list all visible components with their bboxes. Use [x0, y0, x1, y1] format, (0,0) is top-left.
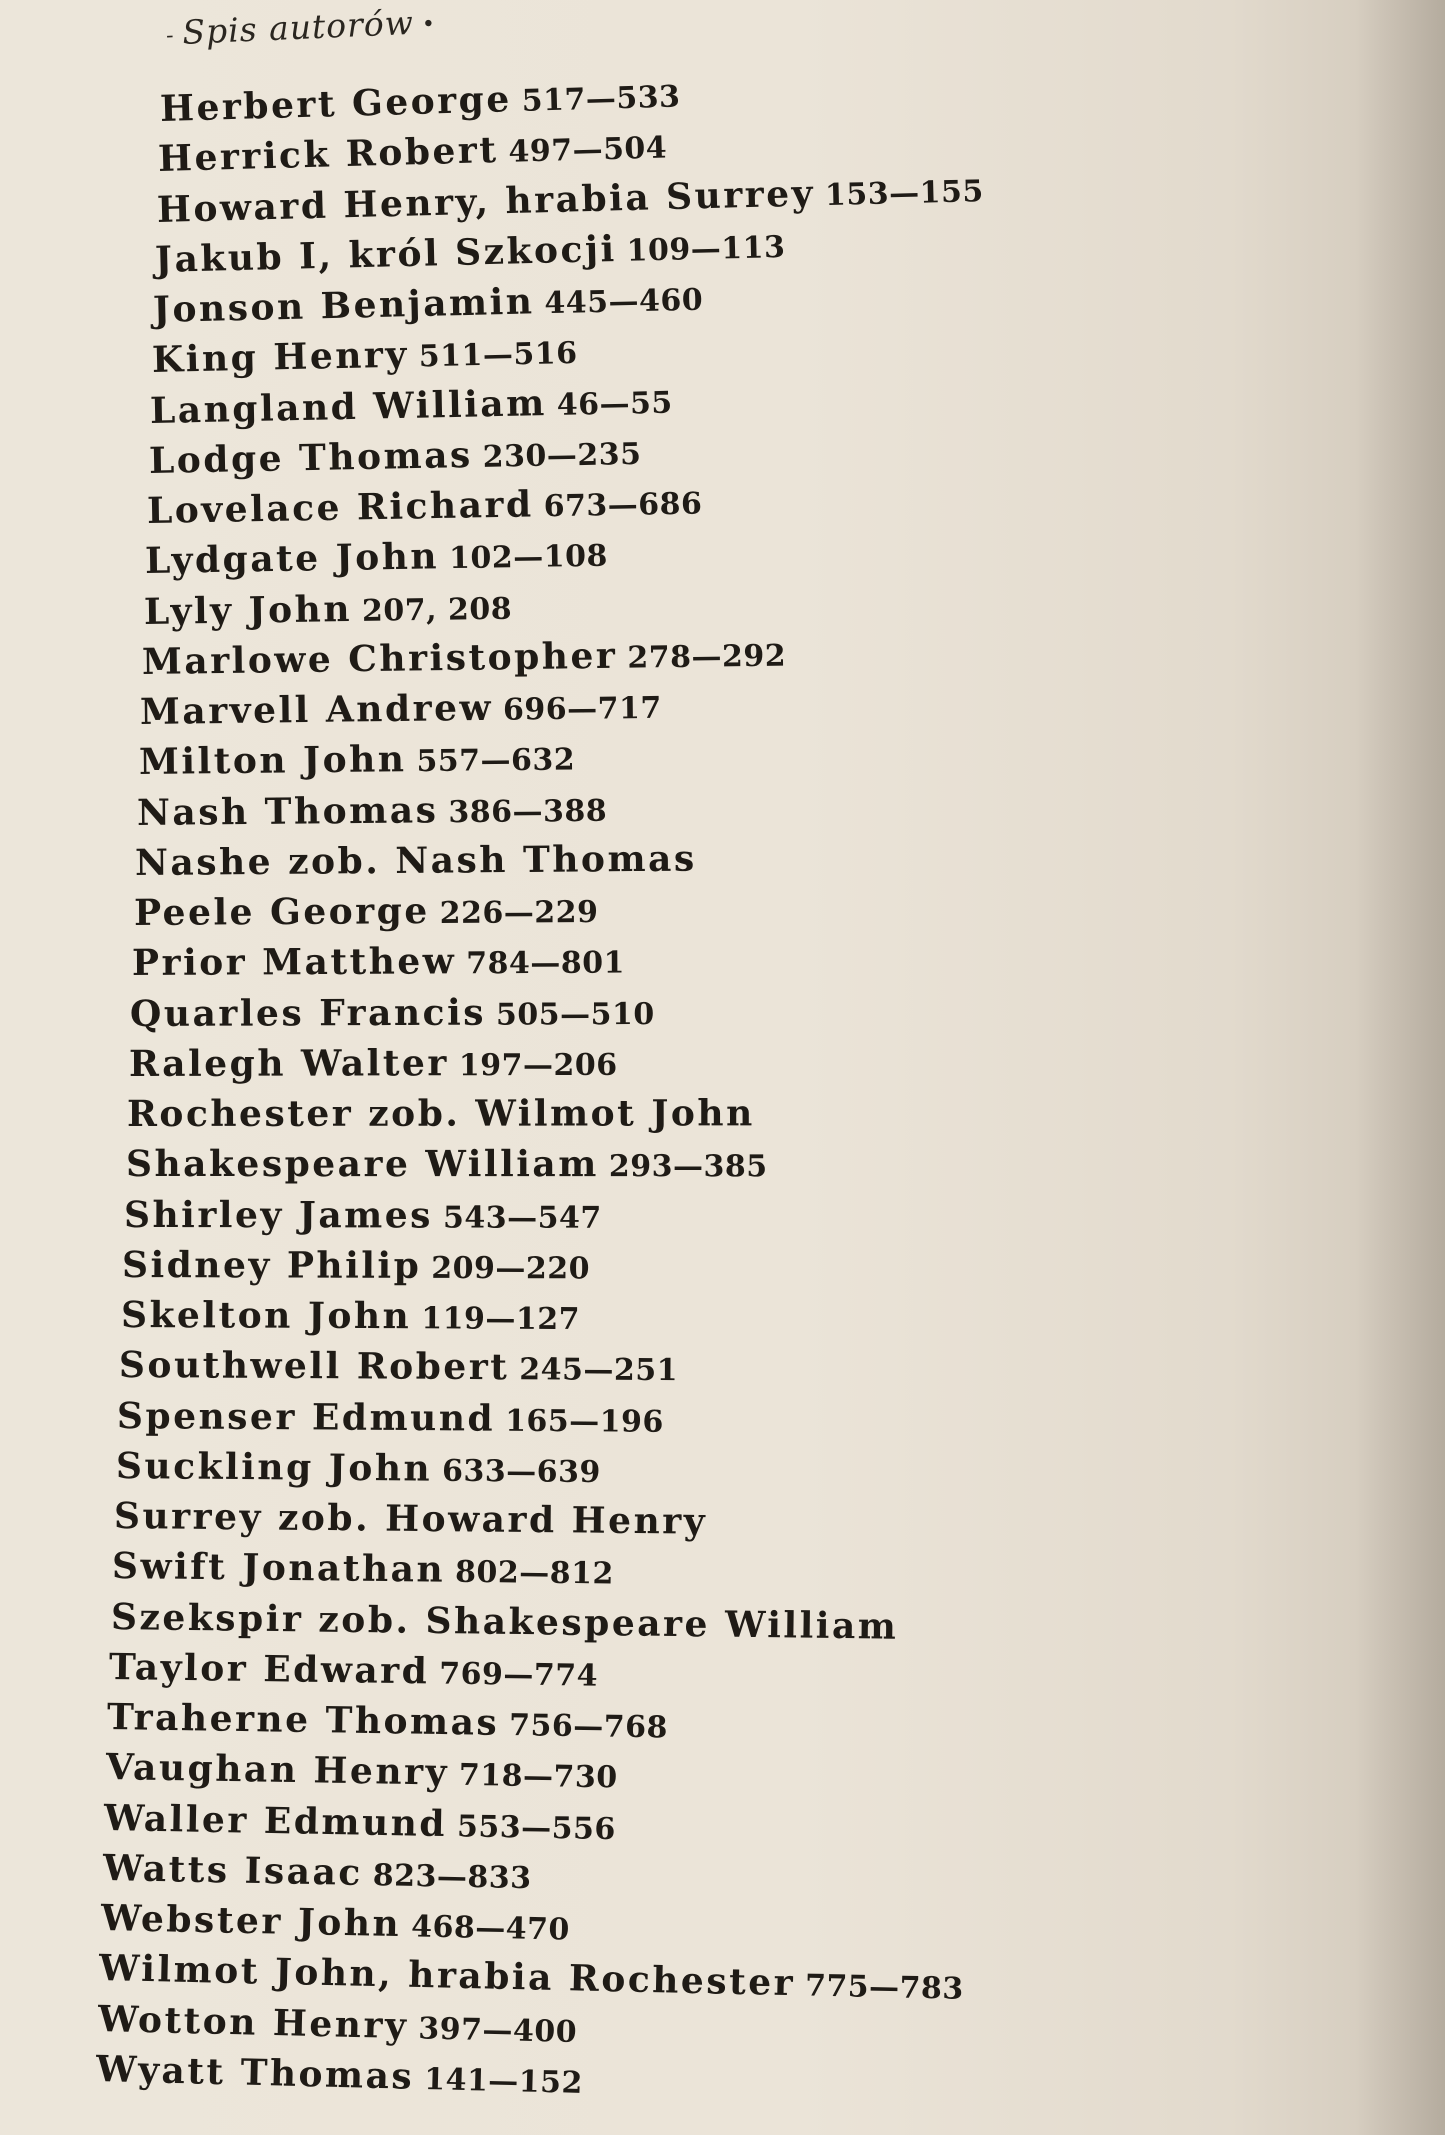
page-range: 769—774: [439, 1656, 599, 1694]
index-entry: [105, 1746, 617, 1796]
author-name: Herrick Robert: [157, 129, 500, 181]
author-name: Langland William: [149, 381, 548, 432]
author-name: Lodge Thomas: [148, 433, 473, 482]
index-entry: [130, 991, 655, 1035]
index-entry: [111, 1596, 899, 1648]
page-range: 756—768: [509, 1708, 669, 1746]
page-range: 46—55: [556, 385, 674, 423]
author-name: Wotton Henry: [97, 1997, 409, 2047]
index-entry: [137, 787, 607, 833]
page-range: 718—730: [458, 1758, 618, 1796]
index-entry: [99, 1947, 965, 2008]
index-entry: [155, 224, 786, 281]
author-name: Howard Henry, hrabia Surrey: [156, 171, 816, 231]
page-range: 517—533: [521, 79, 681, 119]
index-entry: [114, 1495, 708, 1543]
index-entry: [122, 1244, 590, 1287]
index-entry: [102, 1847, 531, 1897]
author-name: Nash Thomas: [136, 788, 439, 834]
page-range: 673—686: [543, 486, 703, 525]
author-name: Marlowe Christopher: [141, 634, 618, 683]
author-name: Waller Edmund: [103, 1796, 448, 1845]
author-name: Traherne Thomas: [107, 1696, 501, 1745]
author-name: Wyatt Thomas: [95, 2048, 415, 2098]
page-range: 102—108: [449, 538, 609, 577]
author-name: Lydgate John: [144, 535, 440, 583]
author-name: Lovelace Richard: [146, 483, 534, 533]
index-entry: [104, 1797, 617, 1848]
author-name: King Henry: [151, 333, 409, 382]
index-entry: [134, 889, 599, 934]
header-dot-right: •: [421, 11, 437, 37]
index-entry: [126, 1143, 768, 1185]
author-name: Webster John: [100, 1897, 402, 1946]
page-range: 557—632: [415, 742, 576, 780]
author-name: Watts Isaac: [102, 1846, 363, 1894]
index-entry: [138, 737, 575, 784]
page-range: 784—801: [466, 945, 626, 982]
page-range: 397—400: [417, 2011, 578, 2050]
author-name: Peele George: [133, 890, 430, 935]
page-range: 153—155: [824, 173, 984, 213]
page-range: 445—460: [544, 282, 704, 322]
header-title: Spis autorów: [181, 2, 415, 52]
author-name: Jonson Benjamin: [152, 280, 536, 332]
index-entry: [159, 73, 681, 130]
page-range: 119—127: [420, 1301, 580, 1338]
author-name: Surrey zob. Howard Henry: [113, 1495, 708, 1543]
index-entry: [147, 481, 703, 532]
author-name: Suckling John: [115, 1444, 433, 1490]
author-name: Swift Jonathan: [112, 1545, 446, 1592]
index-entry: [135, 837, 697, 883]
author-name: Spenser Edmund: [117, 1394, 496, 1440]
page-range: 543—547: [442, 1200, 602, 1236]
page-range: 386—388: [448, 793, 608, 830]
author-name: Southwell Robert: [118, 1344, 510, 1389]
index-entry: [158, 125, 668, 180]
author-name: Wilmot John, hrabia Rochester: [98, 1947, 796, 2005]
author-name: Rochester zob. Wilmot John: [127, 1092, 755, 1136]
index-entry: [143, 585, 512, 632]
page-range: 511—516: [418, 336, 578, 375]
author-name: Ralegh Walter: [128, 1042, 449, 1085]
author-name: Quarles Francis: [130, 991, 487, 1035]
author-name: Vaughan Henry: [105, 1746, 450, 1795]
page-range: 696—717: [503, 690, 663, 728]
index-entry: [145, 533, 608, 582]
index-entry: [151, 330, 577, 381]
page-range: 209—220: [431, 1250, 591, 1287]
page-range: 109—113: [626, 229, 786, 269]
index-entry: [95, 2048, 583, 2102]
index-entry: [117, 1395, 664, 1441]
page-range: 823—833: [372, 1858, 532, 1897]
index-entry: [116, 1445, 601, 1491]
index-entry: [150, 379, 674, 431]
author-name: Jakub I, król Szkocji: [154, 227, 618, 281]
page-range: 197—206: [458, 1047, 618, 1084]
author-name: Shirley James: [123, 1193, 433, 1237]
page-range: 230—235: [481, 436, 642, 475]
index-entry: [127, 1092, 755, 1135]
header-dot-left: -: [165, 22, 176, 49]
page-range: 293—385: [608, 1149, 768, 1185]
index-entry: [153, 277, 704, 331]
author-name: Nashe zob. Nash Thomas: [135, 837, 698, 884]
author-name: Herbert George: [159, 78, 513, 130]
page-range: 802—812: [455, 1555, 615, 1592]
index-entry: [129, 1042, 618, 1085]
page-range: 207, 208: [361, 591, 512, 629]
author-name: Taylor Edward: [108, 1645, 430, 1693]
index-entry: [121, 1294, 580, 1338]
page-range: 505—510: [496, 996, 656, 1033]
author-name: Marvell Andrew: [140, 686, 494, 734]
page-range: 245—251: [519, 1352, 679, 1389]
index-entry: [140, 685, 662, 733]
page-range: 226—229: [439, 895, 599, 932]
index-entry: [132, 940, 625, 984]
page-range: 165—196: [505, 1403, 665, 1440]
index-entry: [100, 1897, 570, 1949]
page-range: 775—783: [804, 1968, 965, 2008]
page-range: 141—152: [423, 2062, 584, 2101]
index-entry: [107, 1696, 669, 1746]
index-entry: [97, 1998, 577, 2051]
index-entry: [142, 632, 787, 682]
page-gutter-shadow: [1355, 0, 1445, 2135]
author-name: Shakespeare William: [125, 1143, 599, 1186]
author-name: Skelton John: [120, 1294, 411, 1338]
author-name: Prior Matthew: [131, 940, 457, 985]
author-name: Szekspir zob. Shakespeare William: [110, 1595, 899, 1648]
author-name: Milton John: [138, 738, 407, 784]
index-entry: [119, 1344, 678, 1389]
index-entry: [124, 1194, 602, 1237]
page-range: 633—639: [441, 1453, 601, 1490]
index-entry: [109, 1646, 599, 1695]
author-name: Sidney Philip: [122, 1243, 422, 1287]
page-range: 497—504: [508, 130, 668, 170]
index-entry: [148, 431, 641, 482]
page-range: 468—470: [410, 1909, 571, 1948]
page-range: 278—292: [627, 638, 787, 676]
author-name: Lyly John: [143, 587, 352, 633]
index-entry: [112, 1545, 614, 1593]
index-entry: [156, 168, 984, 231]
page-range: 553—556: [456, 1808, 617, 1847]
